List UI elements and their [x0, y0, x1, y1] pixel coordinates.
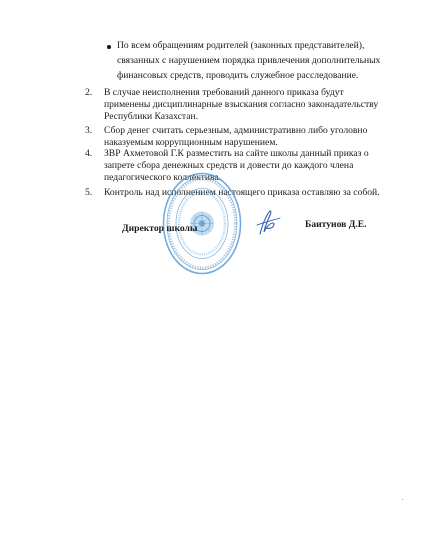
item-2-number: 2. — [85, 87, 93, 98]
item-5-line-1: Контроль над исполнением настоящего приказа оставляю за собой. — [104, 187, 380, 198]
item-3-line-2: наказуемым коррупционным нарушением. — [104, 137, 278, 148]
bullet-line-3: финансовых средств, проводить служебное расследование. — [117, 70, 359, 81]
item-3-number: 3. — [85, 125, 93, 136]
handwritten-signature — [254, 208, 282, 238]
item-2-line-1: В случае неисполнения требований данного приказа будут — [104, 87, 344, 98]
item-4-line-1: ЗВР Ахметовой Г.К разместить на сайте школы данный приказ о — [104, 148, 369, 159]
scan-speck — [402, 499, 403, 500]
item-4-line-2: запрете сбора денежных средств и довести до каждого члена — [104, 160, 354, 171]
bullet-line-1: По всем обращениям родителей (законных представителей), — [117, 40, 365, 51]
signatory-name: Баитунов Д.Е. — [305, 219, 367, 230]
bullet-line-2: связанных с нарушением порядка привлечения дополнительных — [117, 55, 381, 66]
item-2-line-2: применены дисциплинарные взыскания согласно законадательству — [104, 99, 379, 110]
bullet-marker — [107, 45, 111, 49]
item-4-number: 4. — [85, 148, 93, 159]
director-position-title: Директор школы — [122, 223, 198, 234]
item-2-line-3: Республики Казахстан. — [104, 111, 198, 122]
item-5-number: 5. — [85, 187, 93, 198]
item-3-line-1: Сбор денег считать серьезным, административно либо уголовно — [104, 125, 368, 136]
item-4-line-3: педагогического коллектива. — [104, 172, 222, 183]
